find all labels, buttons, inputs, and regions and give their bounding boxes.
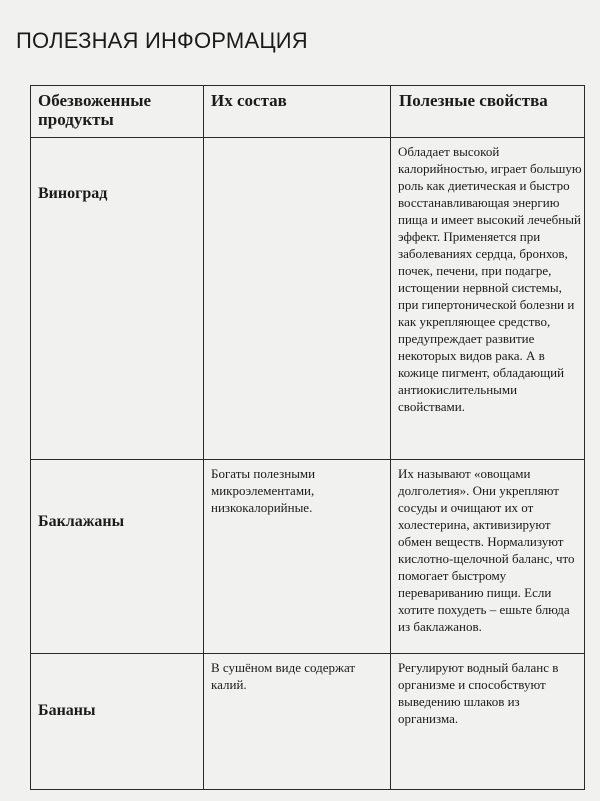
properties-text: Регулируют водный баланс в организме и способствуют выведению шлаков из организма. [398,660,559,726]
product-name: Бананы [38,702,96,719]
composition-text: Богаты полезными микроэлементами, низкокалорийные. [211,466,316,515]
table-border-right [584,85,585,790]
header-divider [30,137,585,138]
page-title: ПОЛЕЗНАЯ ИНФОРМАЦИЯ [16,28,308,53]
row-divider [30,653,585,654]
properties-text: Их называют «овощами долголетия». Они укрепляют сосуды и очищают их от холестерина, активизируют обмен веществ. Нормализуют кислотно-щелочной баланс, что помогает быстрому перевариванию пищи. Если хотите похудеть – ешьте блюда из баклажанов. [398,466,575,634]
column-divider [390,85,391,790]
table-border-top [30,85,585,86]
column-header: Обезвоженные продукты [38,91,152,129]
table-border-left [30,85,31,790]
column-header: Полезные свойства [399,91,548,110]
product-name: Баклажаны [38,513,125,530]
table-border-bottom [30,789,585,790]
column-divider [203,85,204,790]
info-table [30,85,585,790]
row-divider [30,459,585,460]
product-name: Виноград [38,185,108,202]
composition-text: В сушёном виде содержат калий. [211,660,356,692]
column-header: Их состав [211,91,287,110]
properties-text: Обладает высокой калорийностью, играет большую роль как диетическая и быстро восстанавливающая энергию пища и имеет высокий лечебный эффект. Применяется при заболеваниях сердца, бронхов, почек, печени, при подагре, истощении нервной системы, при гипертонической болезни и как укрепляющее средство, предупреждает развитие некоторых видов рака. А в кожице пигмент, обладающий антиокислительными свойствами. [398,144,582,414]
